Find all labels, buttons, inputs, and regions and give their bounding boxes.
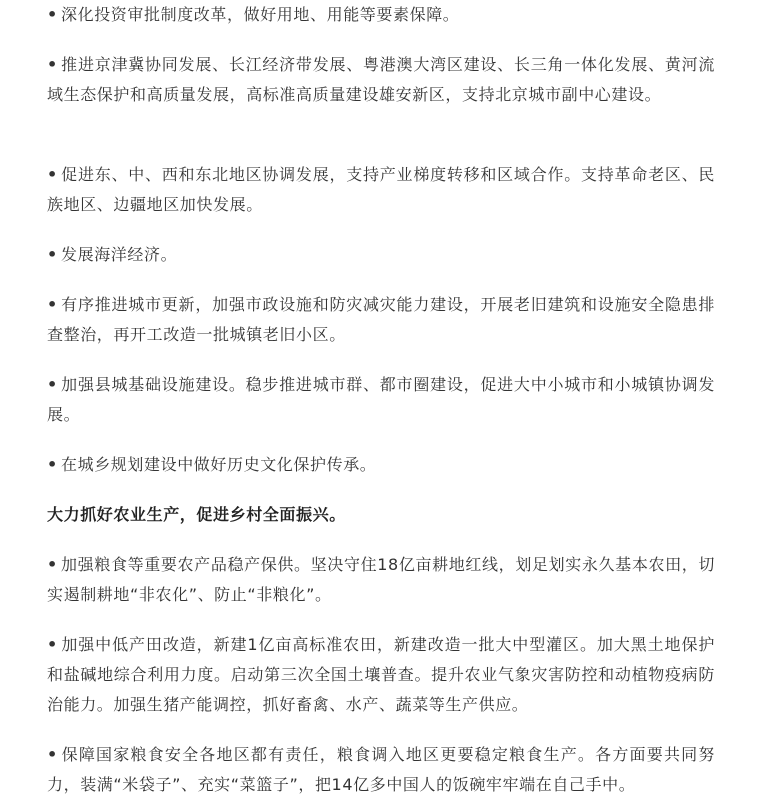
section-heading: 大力抓好农业生产，促进乡村全面振兴。 xyxy=(47,505,346,524)
bullet-paragraph: • 保障国家粮食安全各地区都有责任，粮食调入地区更要稳定粮食生产。各方面要共同努力，装满“米袋子”、充实“菜篮子”，把14亿多中国人的饭碗牢牢端在自己手中。 xyxy=(47,740,715,800)
bullet-paragraph: • 发展海洋经济。 xyxy=(47,240,715,270)
bullet-paragraph: • 加强粮食等重要农产品稳产保供。坚决守住18亿亩耕地红线，划足划实永久基本农田，切实遏制耕地“非农化”、防止“非粮化”。 xyxy=(47,550,715,610)
bullet-paragraph: • 深化投资审批制度改革，做好用地、用能等要素保障。 xyxy=(47,0,715,30)
bullet-paragraph: • 加强中低产田改造，新建1亿亩高标准农田，新建改造一批大中型灌区。加大黑土地保护和盐碱地综合利用力度。启动第三次全国土壤普查。提升农业气象灾害防控和动植物疫病防治能力。加强生猪产能调控，抓好畜禽、水产、蔬菜等生产供应。 xyxy=(47,630,715,720)
bullet-paragraph: • 在城乡规划建设中做好历史文化保护传承。 xyxy=(47,450,715,480)
bullet-paragraph: • 加强县城基础设施建设。稳步推进城市群、都市圈建设，促进大中小城市和小城镇协调发展。 xyxy=(47,370,715,430)
bullet-paragraph: • 促进东、中、西和东北地区协调发展，支持产业梯度转移和区域合作。支持革命老区、民族地区、边疆地区加快发展。 xyxy=(47,160,715,220)
bullet-paragraph: • 推进京津冀协同发展、长江经济带发展、粤港澳大湾区建设、长三角一体化发展、黄河流域生态保护和高质量发展，高标准高质量建设雄安新区，支持北京城市副中心建设。 xyxy=(47,50,715,110)
bullet-paragraph: • 有序推进城市更新，加强市政设施和防灾减灾能力建设，开展老旧建筑和设施安全隐患排查整治，再开工改造一批城镇老旧小区。 xyxy=(47,290,715,350)
